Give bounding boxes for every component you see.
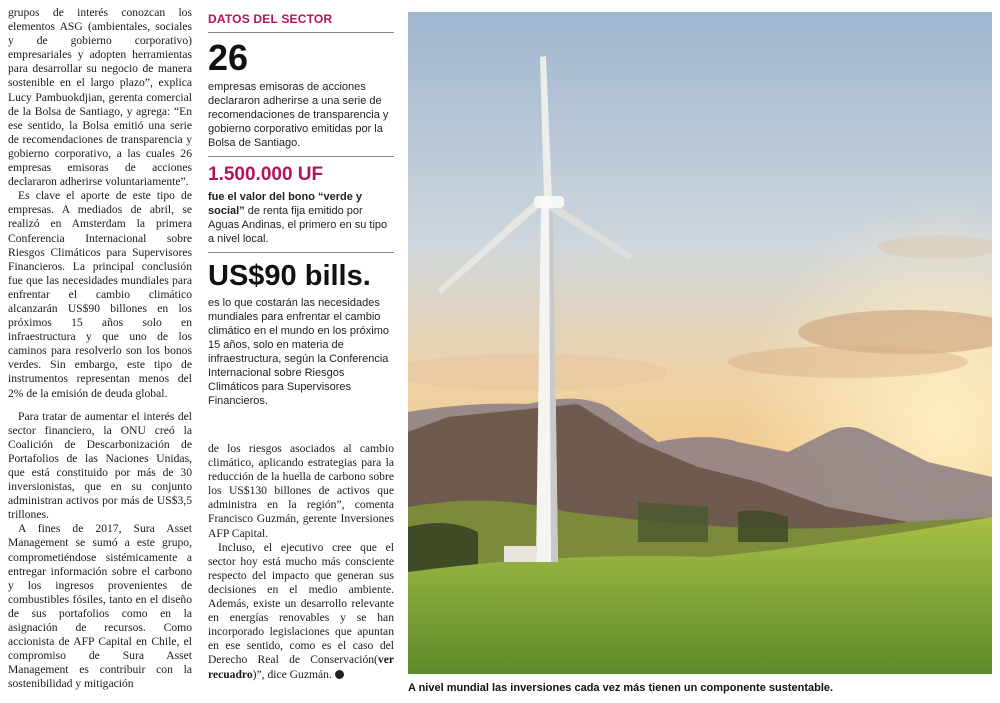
divider bbox=[208, 252, 394, 253]
fact-text: es lo que costarán las necesidades mundiales para enfrentar el cambio climático en el mundo en los próximo 15 años, solo en materia de infraestructura, según la Conferencia Internacional sobre Riesgos Climáticos para Supervisores Financieros. bbox=[208, 297, 389, 407]
article-column-1 bbox=[8, 6, 192, 692]
article-column-2 bbox=[208, 442, 394, 682]
paragraph-text: Incluso, el ejecutivo cree que el sector hoy está mucho más consciente respecto del impacto que generan sus decisiones en el medio ambiente. Además, existe un desarrollo relevante en energías renovables y se han incorporado legislaciones que apuntan en ese sentido, como es el caso del Derecho Real de Conservación( bbox=[208, 540, 394, 667]
fact-number: 26 bbox=[208, 37, 249, 78]
article-paragraph: de los riesgos asociados al cambio climático, aplicando estrategias para la reducción de la huella de carbono sobre los US$130 billones de activos que administra en la región”, comenta Francisco Guzmán, gerente Inversiones AFP Capital. bbox=[208, 442, 394, 540]
fact-text: empresas emisoras de acciones declararon adherirse a una serie de recomendaciones de transparencia y gobierno corporativo emitidas por la Bolsa de Santiago. bbox=[208, 81, 389, 149]
paragraph-text: )”, dice Guzmán. bbox=[252, 667, 332, 681]
end-mark-icon: ➤ bbox=[335, 670, 344, 679]
see-box-reference: ver recuadro bbox=[208, 653, 394, 681]
article-paragraph: grupos de interés conozcan los elementos ASG (ambientales, sociales y de gobierno corporativo) empresariales y adopten herramientas para desarrollar su negocio de manera sostenible en el largo plazo”, explica Lucy Pambuokdjian, gerenta comercial de la Bolsa de Santiago, y agrega: “En ese sentido, la Bolsa emitió una serie de recomendaciones de transparencia y gobierno corporativo, a las cuales 26 empresas emisoras de acciones declararon adherirse voluntariamente”. bbox=[8, 6, 192, 189]
fact-number: 1.500.000 UF bbox=[208, 164, 324, 185]
fact-text-rest: de renta fija emitido por Aguas Andinas, el primero en su tipo a nivel local. bbox=[208, 205, 388, 245]
photo-caption: A nivel mundial las inversiones cada vez más tienen un componente sustentable. bbox=[408, 682, 834, 694]
sector-data-box bbox=[208, 12, 394, 408]
article-paragraph: Es clave el aporte de este tipo de empresas. A mediados de abril, se realizó en Amsterdam la primera Conferencia Internacional sobre Riesgos Climáticos para Supervisores Financieros. La principal conclusión fue que las necesidades mundiales para enfrentar el cambio climático alcanzarán US$90 billones en los próximos 15 años solo en infraestructura y que uno de los caminos para resolverlo son los bonos verdes. Sin embargo, este tipo de instrumentos representan menos del 2% de la emisión de deuda global. bbox=[8, 189, 192, 400]
article-paragraph: Para tratar de aumentar el interés del sector financiero, la ONU creó la Coalición de Descarbonización de Portafolios de las Naciones Unidas, que está constituido por más de 30 inversionistas, que en su conjunto administran activos por más de US$3,5 trillones. bbox=[8, 409, 192, 522]
article-paragraph: A fines de 2017, Sura Asset Management se sumó a este grupo, comprometiéndose sistémicamente a entregar información sobre el carbono y los ingresos provenientes de combustibles fósiles, tanto en el diseño de sus portafolios como en la asignación de recursos. Como accionista de AFP Capital en Chile, el compromiso de Sura Asset Management es contribuir con la sostenibilidad y mitigación bbox=[8, 522, 192, 691]
fact-text-bold: fue el valor del bono “verde y social” bbox=[208, 191, 363, 217]
article-paragraph bbox=[208, 541, 394, 682]
sidebar-title: DATOS DEL SECTOR bbox=[208, 12, 333, 26]
divider bbox=[208, 32, 394, 33]
fact-number: US$90 bills. bbox=[208, 260, 371, 292]
wind-turbine-photo bbox=[408, 12, 992, 674]
divider bbox=[208, 156, 394, 157]
fact-text bbox=[208, 190, 394, 246]
